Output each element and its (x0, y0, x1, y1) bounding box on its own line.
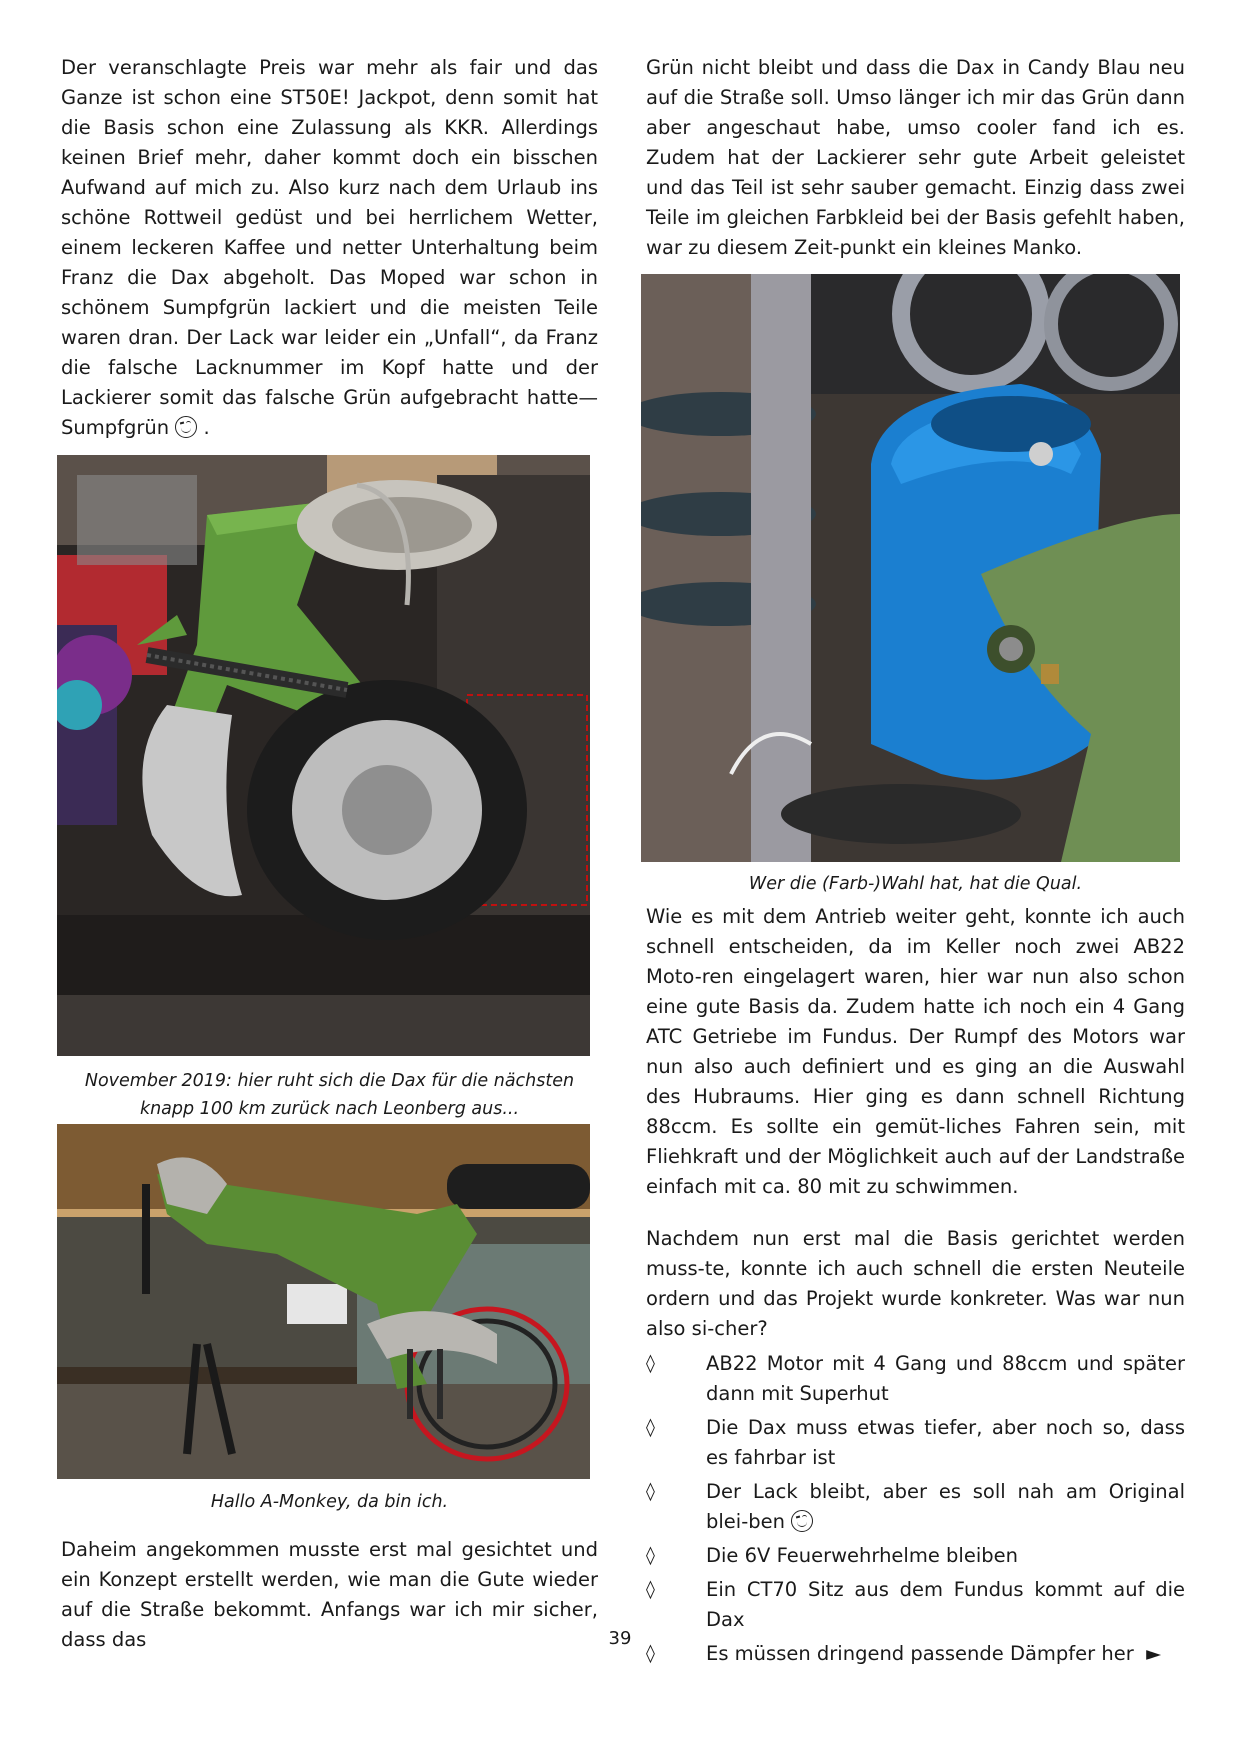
wink-emoji-icon (791, 1510, 813, 1532)
wink-emoji-icon (175, 416, 197, 438)
list-item: ◊ Die 6V Feuerwehrhelme bleiben (646, 1541, 1185, 1571)
left-paragraph-3: Daheim angekommen musste erst mal gesichtet und ein Konzept erstellt werden, wie man die Gute wieder auf die Straße bekommt. Anfangs war ich mir sicher, dass das (61, 1538, 598, 1651)
right-paragraph-2: Wie es mit dem Antrieb weiter geht, konnte ich auch schnell entscheiden, da im Keller noch zwei AB22 Moto-ren eingelagert waren, hier war nun also schon eine gute Basis da. Zudem hatte ich noch ein 4 Gang ATC Getriebe im Fundus. Der Rumpf des Motors war nun also auch definiert und es ging an die Auswahl des Hubraums. Hier ging es dann schnell Richtung 88ccm. Es sollte ein gemüt-liches Fahren sein, mit Fliehkraft und der Möglichkeit auch auf der Landstraße einfach mit ca. 80 mit zu schwimmen. (646, 905, 1185, 1198)
list-item: ◊ Die Dax muss etwas tiefer, aber noch so, dass es fahrbar ist (646, 1413, 1185, 1473)
list-item: ◊ AB22 Motor mit 4 Gang und 88ccm und später dann mit Superhut (646, 1349, 1185, 1409)
list-item: ◊ Es müssen dringend passende Dämpfer her ► (646, 1639, 1185, 1669)
caption-1: November 2019: hier ruht sich die Dax für die nächsten knapp 100 km zurück nach Leonberg aus... (84, 1071, 575, 1119)
diamond-bullet-icon: ◊ (646, 1353, 655, 1374)
diamond-bullet-icon: ◊ (646, 1417, 655, 1438)
list-item: ◊ Ein CT70 Sitz aus dem Fundus kommt auf die Dax (646, 1575, 1185, 1635)
page-number: 39 (608, 1628, 632, 1649)
left-column (61, 53, 598, 480)
right-column-top (646, 53, 1185, 263)
right-column-middle (646, 902, 1185, 1344)
photo-dax-in-trunk (57, 455, 590, 1056)
caption-3: Wer die (Farb-)Wahl hat, hat die Qual. (748, 874, 1083, 894)
caption-2: Hallo A-Monkey, da bin ich. (210, 1492, 449, 1512)
list-item: ◊ Der Lack bleibt, aber es soll nah am Original blei-ben (646, 1477, 1185, 1537)
right-paragraph-1: Grün nicht bleibt und dass die Dax in Candy Blau neu auf die Straße soll. Umso länger ich mir das Grün dann aber angeschaut habe, umso cooler fand ich es. Zudem hat der Lackierer sehr gute Arbeit geleistet und das Teil ist sehr sauber gemacht. Einzig dass zwei Teile im gleichen Farbkleid bei der Basis gefehlt haben, war zu diesem Zeit-punkt ein kleines Manko. (646, 56, 1185, 259)
requirements-list (646, 1349, 1185, 1673)
photo-color-choice (641, 274, 1180, 862)
left-paragraph-1: Der veranschlagte Preis war mehr als fair und das Ganze ist schon eine ST50E! Jackpot, denn somit hat die Basis schon eine Zulassung als KKR. Allerdings keinen Brief mehr, daher kommt doch ein bisschen Aufwand auf mich zu. Also kurz nach dem Urlaub ins schöne Rottweil gedüst und bei herrlichem Wetter, einem leckeren Kaffee und netter Unterhaltung beim Franz die Dax abgeholt. Das Moped war schon in schönem Sumpfgrün lackiert und die meisten Teile waren dran. Der Lack war leider ein „Unfall“, da Franz die falsche Lacknummer im Kopf hatte und der Lackierer somit das falsche Grün aufgebracht hatte— Sumpfgrün . (61, 56, 598, 439)
diamond-bullet-icon: ◊ (646, 1481, 655, 1502)
continue-arrow-icon: ► (1146, 1642, 1162, 1665)
diamond-bullet-icon: ◊ (646, 1579, 655, 1600)
diamond-bullet-icon: ◊ (646, 1643, 655, 1664)
photo-frame-in-garage (57, 1124, 590, 1479)
right-paragraph-3: Nachdem nun erst mal die Basis gerichtet werden muss-te, konnte ich auch schnell die ersten Neuteile ordern und das Projekt wurde konkreter. Was war nun also si-cher? (646, 1227, 1185, 1340)
diamond-bullet-icon: ◊ (646, 1545, 655, 1566)
